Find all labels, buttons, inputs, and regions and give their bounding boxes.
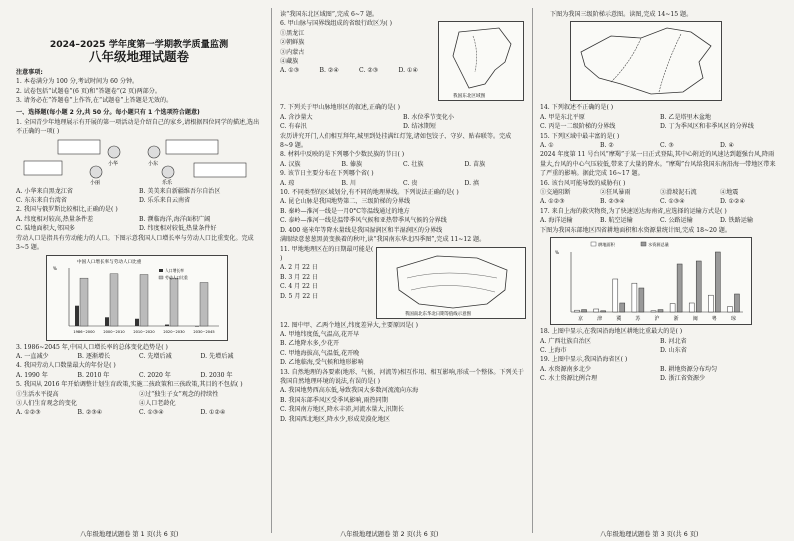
options xyxy=(540,365,780,384)
option[interactable]: C. 4 月 22 日 xyxy=(280,283,318,291)
question-stem: 6. 甲山脉与国界线组成的省级行政区为( ) xyxy=(280,20,392,28)
question-stem: 9. 该节日主要分布在下列哪个省( ) xyxy=(280,170,374,178)
intro-text: 2024 年度第 11 号台风“摩羯”于某一日正式登陆,其中心附近的风速达到超强台风,降雨量大,台风的中心气压较低,带来了大量的降水。“摩羯”台风给我国东南沿海一带地区带来了严重的影响。据此完成 16~17 题。 xyxy=(540,151,776,178)
bar-labor-ratio xyxy=(140,274,148,325)
question-stem: 8. 材料中反映的是下列哪个少数民族的节日( ) xyxy=(280,151,405,159)
bar-water xyxy=(639,288,644,312)
option[interactable]: A. 小华来自黑龙江省 xyxy=(16,187,74,195)
population-chart-svg xyxy=(47,256,227,340)
bar-farmland xyxy=(708,295,713,312)
x-tick-label: 2010~2020 xyxy=(133,329,155,334)
x-tick-label: 闽 xyxy=(692,316,698,323)
option[interactable]: D. 先增后减 xyxy=(200,352,234,360)
q1-illustration xyxy=(16,139,262,185)
options xyxy=(16,390,262,409)
option[interactable]: D. 2030 年 xyxy=(200,371,233,379)
question-stem: 1. 全国青少年地理展示有开展的第一项活动是介绍自己的家乡,请根据四位同学的描述,选出不正确的一项( ) xyxy=(16,118,260,136)
option[interactable]: A. 昆仑山脉是我国地势第二、三级阶梯的分界线 xyxy=(280,198,411,206)
option: ③人们生育观念的变化 xyxy=(16,399,77,407)
option: ②朝鲜族 xyxy=(280,39,305,47)
option[interactable]: D. ①④ xyxy=(398,67,418,75)
option[interactable]: B. 河北省 xyxy=(660,337,687,345)
options xyxy=(280,113,526,132)
option[interactable]: A. 甲是东北平原 xyxy=(540,113,585,121)
question-stem: 4. 我国劳动人口数量最大的年份是( ) xyxy=(16,362,116,370)
page-2 xyxy=(280,10,526,424)
option[interactable]: A. ①②③ xyxy=(540,198,565,206)
option[interactable]: C. ①③④ xyxy=(660,198,685,206)
cartoon-kids-figure xyxy=(16,139,262,185)
option[interactable]: B. 2010 年 xyxy=(77,371,110,379)
bar-water xyxy=(696,261,701,312)
option[interactable]: B. 秦岭—淮河一线是一月0°C等温线通过的地方 xyxy=(280,207,410,215)
option[interactable]: C. 陆地面积大,邻国多 xyxy=(16,225,76,233)
option[interactable]: A. ①②③ xyxy=(16,409,41,417)
option[interactable]: B. ② xyxy=(600,142,614,150)
bar-farmland xyxy=(594,309,599,312)
bar-water xyxy=(734,294,739,312)
x-tick-label: 浙 xyxy=(673,316,679,323)
option[interactable]: B. ②③④ xyxy=(600,198,625,206)
option[interactable]: D. 苗族 xyxy=(464,160,486,168)
option[interactable]: D. 浙江省资源少 xyxy=(660,375,706,383)
options xyxy=(16,187,262,206)
option[interactable]: B. 耕地资源分布均匀 xyxy=(660,365,718,373)
option[interactable]: B. 水位季节变化小 xyxy=(403,113,455,121)
options xyxy=(540,141,780,150)
option: ④地震 xyxy=(720,189,739,197)
option[interactable]: B. 航空运输 xyxy=(600,217,633,225)
bar-water xyxy=(658,310,663,312)
option[interactable]: D. 滇 xyxy=(464,179,480,187)
q6-block xyxy=(280,19,526,103)
option[interactable]: D. ①②④ xyxy=(200,409,226,417)
legend-swatch xyxy=(159,276,163,279)
page-footer: 八年级地理试题卷 第 2 页(共 6 页) xyxy=(340,531,439,538)
question-stem: 3. 1986~2045 年,中国人口增长率的总体变化趋势是( ) xyxy=(16,343,168,351)
notice-item: 1. 本卷满分为 100 分,考试时间为 60 分钟。 xyxy=(16,78,139,86)
chart-title: 中国人口增长率与劳动人口比重 xyxy=(77,259,142,265)
bar-labor-ratio xyxy=(110,273,118,325)
bar-farmland xyxy=(689,303,694,312)
option[interactable]: B. 濒临海洋,海洋面积广阔 xyxy=(139,215,211,223)
option[interactable]: D. ④ xyxy=(720,142,735,150)
question-stem: 19. 上图中显示,我国沿海省区( ) xyxy=(540,356,628,364)
kid-name: 小华 xyxy=(108,160,119,167)
option[interactable]: B. 我国东部季风区受季风影响,雨热同期 xyxy=(280,396,388,404)
bar-water xyxy=(620,303,625,312)
x-tick-label: 冀 xyxy=(616,316,622,323)
q11-text xyxy=(280,245,376,321)
option[interactable]: A. 汉族 xyxy=(280,160,301,168)
bar-farmland xyxy=(651,311,656,312)
bar-water xyxy=(677,264,682,312)
exam-title-line1: 2024–2025 学年度第一学期教学质量监测 xyxy=(49,39,229,50)
x-tick-label: 2000~2010 xyxy=(103,329,125,334)
intro-text: 劳动人口是指具有劳动能力的人口。下图示意我国人口增长率与劳动人口比重变化。完成 3~5 题。 xyxy=(16,234,254,252)
option[interactable]: B. 3 月 22 日 xyxy=(280,273,318,281)
option[interactable]: C. 丙是一二级阶梯的分界线 xyxy=(540,123,616,131)
legend-swatch xyxy=(159,269,163,272)
notice-item: 2. 试卷包括“试题卷”(6 页)和“答题卷”(2 页)两部分。 xyxy=(16,87,161,95)
x-tick-label: 2030~2045 xyxy=(193,329,215,334)
option[interactable]: D. 山东省 xyxy=(660,346,687,354)
option[interactable]: C. 泰岭—淮河一线是温带季风气候和亚热带季风气候的分界线 xyxy=(280,217,447,225)
option[interactable]: C. 上海市 xyxy=(540,346,567,354)
option: ①黑龙江 xyxy=(280,29,305,37)
option[interactable]: A. 1990 年 xyxy=(16,371,48,379)
question-stem: 12. 图中甲、乙两个地区,纬度差异大,主要原因是( ) xyxy=(280,321,418,329)
page-3 xyxy=(540,10,780,384)
bar-labor-ratio xyxy=(80,278,88,326)
land-water-chart-svg xyxy=(551,238,751,324)
option[interactable]: B. 傣族 xyxy=(341,160,363,168)
page-footer: 八年级地理试题卷 第 3 页(共 6 页) xyxy=(600,531,699,538)
x-tick-label: 津 xyxy=(597,316,603,323)
question-stem: 2. 我国与俄罗斯比较相比,正确的是( ) xyxy=(16,206,118,214)
legend-label: 耕地面积 xyxy=(598,242,615,248)
terrain-steps-map-svg xyxy=(571,22,721,100)
terrain-steps-map xyxy=(570,21,722,101)
option: ③滑坡泥石流 xyxy=(660,189,697,197)
options xyxy=(540,197,780,206)
intro-text: 下图为我国三级阶梯示意图。读图,完成 14~15 题。 xyxy=(550,11,693,18)
y-axis-label: % xyxy=(53,265,57,271)
bar-growth-rate xyxy=(105,317,109,326)
y-axis-label: % xyxy=(555,250,559,256)
option[interactable]: B. 逐渐增长 xyxy=(77,352,111,360)
option[interactable]: C. 先增后减 xyxy=(139,352,172,360)
bar-water xyxy=(715,252,720,312)
bar-labor-ratio xyxy=(200,282,208,326)
option[interactable]: D. 400 毫米年等降水量线是我国湿润区和半湿润区的分界线 xyxy=(280,226,443,234)
option[interactable]: B. 乙是塔里木盆地 xyxy=(660,113,712,121)
option[interactable]: C. 我国南方地区,降水丰沛,河流水量大,汛期长 xyxy=(280,406,404,414)
option[interactable]: D. ①②④ xyxy=(720,198,745,206)
bar-farmland xyxy=(670,304,675,312)
intro-text: 读“我国东北区域图”,完成 6~7 题。 xyxy=(280,11,379,18)
option[interactable]: A. 一直减少 xyxy=(16,352,49,360)
flowering-map-svg xyxy=(377,248,525,318)
bar-farmland xyxy=(632,283,637,312)
bar-water xyxy=(582,310,587,312)
option[interactable]: C. 壮族 xyxy=(403,160,424,168)
bar-growth-rate xyxy=(165,324,169,325)
question-stem: 5. 我国从 2016 年开始调整计划生育政策,实施二孩政策和三孩政策,其目的不包括( ) xyxy=(16,381,243,389)
option[interactable]: C. ②③ xyxy=(359,67,379,75)
option[interactable]: B. ②③④ xyxy=(77,409,103,417)
bar-growth-rate xyxy=(135,318,139,325)
q6-7-text xyxy=(280,19,438,103)
intro-text: 下图为我国东部地区四省耕地面积和水资源量统计图,完成 18~20 题。 xyxy=(540,226,731,234)
question-stem: 14. 下列叙述不正确的是( ) xyxy=(540,104,614,112)
notice-heading: 注意事项: xyxy=(16,68,43,76)
kid-name: 小丽 xyxy=(90,179,101,185)
intro-text: 农历讲究开门,人们相互拜年,城里到处挂满红灯笼,诸如包饺子、守岁、贴春联等。完成 8~9 题。 xyxy=(280,132,512,150)
options xyxy=(16,408,262,417)
options xyxy=(280,179,526,188)
option: ①交通阻断 xyxy=(540,189,571,197)
option[interactable]: A. 我国地势西高东低,导致我国大多数河流流向东海 xyxy=(280,387,419,395)
option: ①生活水平提高 xyxy=(16,390,59,398)
map-caption: 我国南北东华北日期等值线示意图 xyxy=(405,311,471,317)
option[interactable]: C. 有春汛 xyxy=(280,123,307,131)
options xyxy=(280,160,526,169)
legend-label: 水资源总量 xyxy=(648,242,669,248)
question-stem: 15. 下列区域中最丰富的是( ) xyxy=(540,132,620,140)
kid-name: 小东 xyxy=(148,160,159,167)
column-divider xyxy=(271,8,272,533)
kid-name: 乐乐 xyxy=(162,179,173,185)
northeast-map-svg xyxy=(439,22,523,100)
question-stem: 17. 来自上海的救灾物资,为了快速送达海南省,应选择的运输方式是( ) xyxy=(540,207,727,215)
option[interactable]: D. 丁为季风区和非季风区的分界线 xyxy=(660,123,754,131)
land-water-chart xyxy=(550,237,752,325)
bar-growth-rate xyxy=(75,305,79,325)
option[interactable]: D. 结冰期短 xyxy=(403,123,436,131)
options xyxy=(280,66,438,75)
options xyxy=(540,188,780,197)
option[interactable]: C. 贵 xyxy=(403,179,418,187)
option[interactable]: D. 乐乐来自云南省 xyxy=(139,197,191,205)
question-stem: 13. 自然地理的各要素(地形、气候、河流等)相互作用、相互影响,形成一个整体。下列关于我国自然地理环境的说法,有误的是( ) xyxy=(280,368,524,385)
q11-block xyxy=(280,245,526,321)
option[interactable]: B. 乙地降水多,少花开 xyxy=(280,340,340,348)
population-chart xyxy=(46,255,228,341)
exam-title-line2: 八年级地理试题卷 xyxy=(88,49,189,65)
option[interactable]: B. ②④ xyxy=(319,67,339,75)
option[interactable]: C. 公路运输 xyxy=(660,217,693,225)
column-divider xyxy=(532,8,533,533)
option: ③内蒙古 xyxy=(280,48,305,56)
legend-swatch xyxy=(591,242,596,246)
option[interactable]: A. 水资源南多北少 xyxy=(540,365,591,373)
intro-text: 满眼绿意葱葱黑黄变换着的秋叶,读“我国南东华北四季图”,完成 11~12 题。 xyxy=(280,236,486,244)
option[interactable]: A. 纬度相对较高,热量条件差 xyxy=(16,215,94,223)
x-tick-label: 粤 xyxy=(711,316,717,323)
section-heading: 一、选择题(每小题 2 分,共 50 分。每小题只有 1 个选项符合题意) xyxy=(16,109,200,117)
option[interactable]: A. 2 月 22 日 xyxy=(280,264,318,272)
bar-farmland xyxy=(575,310,580,312)
legend-label: 劳动人口比重 xyxy=(165,274,188,280)
bar-labor-ratio xyxy=(170,278,178,326)
option[interactable]: A. 海洋运输 xyxy=(540,217,573,225)
option[interactable]: A. ① xyxy=(540,142,554,150)
bar-farmland xyxy=(727,307,732,312)
option: ④藏族 xyxy=(280,58,299,66)
option: ②狂风暴雨 xyxy=(600,189,631,197)
x-tick-label: 琼 xyxy=(730,316,736,323)
option[interactable]: D. 铁路运输 xyxy=(720,217,753,225)
option[interactable]: D. 纬度相对较低,热量条件好 xyxy=(139,225,217,233)
options xyxy=(540,216,780,225)
option[interactable]: B. 川 xyxy=(341,179,356,187)
option[interactable]: A. 甲地纬度低,气温高,花开早 xyxy=(280,330,360,338)
option[interactable]: C. ①③④ xyxy=(139,409,164,417)
x-tick-label: 1986~2000 xyxy=(73,329,95,334)
option: ②过“独生子女”观念的持续性 xyxy=(139,390,219,398)
x-tick-label: 沪 xyxy=(654,316,660,323)
options xyxy=(16,371,262,380)
option[interactable]: C. 东东来自台湾省 xyxy=(16,197,67,205)
page-1 xyxy=(16,10,262,418)
option[interactable]: C. ③ xyxy=(660,142,674,150)
option[interactable]: C. 甲地海拔高,气温低,花开晚 xyxy=(280,349,360,357)
x-tick-label: 2020~2030 xyxy=(163,329,185,334)
question-stem: 11. 甲地地理区在的日期最可能是( ) xyxy=(280,245,374,262)
option[interactable]: A. 含沙量大 xyxy=(280,113,313,121)
option[interactable]: B. 美美来自新疆维吾尔自治区 xyxy=(139,187,221,195)
notice-item: 3. 请务必在“答题卷”上作答,在“试题卷”上答题是无效的。 xyxy=(16,97,173,105)
bar-growth-rate xyxy=(195,326,199,327)
option[interactable]: C. 2020 年 xyxy=(139,371,171,379)
x-tick-label: 苏 xyxy=(635,316,641,323)
option[interactable]: A. ①③ xyxy=(280,67,300,75)
option[interactable]: A. 广西壮族自治区 xyxy=(540,337,591,345)
option[interactable]: D. 5 月 22 日 xyxy=(280,292,319,300)
question-stem: 10. 不同类型的区域划分,有不同的地理界线。下列说法正确的是( ) xyxy=(280,189,459,197)
flowering-map xyxy=(376,247,526,319)
question-stem: 18. 上图中显示,在我国沿海地区耕地比重最大的是( ) xyxy=(540,328,683,336)
bar-water xyxy=(601,311,606,312)
northeast-map xyxy=(438,21,524,101)
option[interactable]: D. 乙地临海,受气候和地形影响 xyxy=(280,359,364,367)
options xyxy=(16,352,262,361)
question-stem: 7. 下列关于甲山脉地形区的叙述,正确的是( ) xyxy=(280,104,400,112)
map-caption: 我国东北区域图 xyxy=(453,94,486,100)
x-tick-label: 京 xyxy=(578,316,584,323)
option[interactable]: A. 琼 xyxy=(280,179,295,187)
legend-swatch xyxy=(641,242,646,246)
legend-label: 人口增长率 xyxy=(165,267,184,273)
question-stem: 16. 该台风可能导致的威胁有( ) xyxy=(540,179,626,187)
bar-farmland xyxy=(613,279,618,312)
option: ④人口老龄化 xyxy=(139,399,176,407)
option[interactable]: D. 我国西北地区,降水少,形成荒漠化地区 xyxy=(280,415,390,423)
options xyxy=(540,337,780,356)
options xyxy=(16,215,262,234)
page-footer: 八年级地理试题卷 第 1 页(共 6 页) xyxy=(80,531,179,538)
option[interactable]: C. 水土资源比例合理 xyxy=(540,375,598,383)
options xyxy=(540,113,780,132)
